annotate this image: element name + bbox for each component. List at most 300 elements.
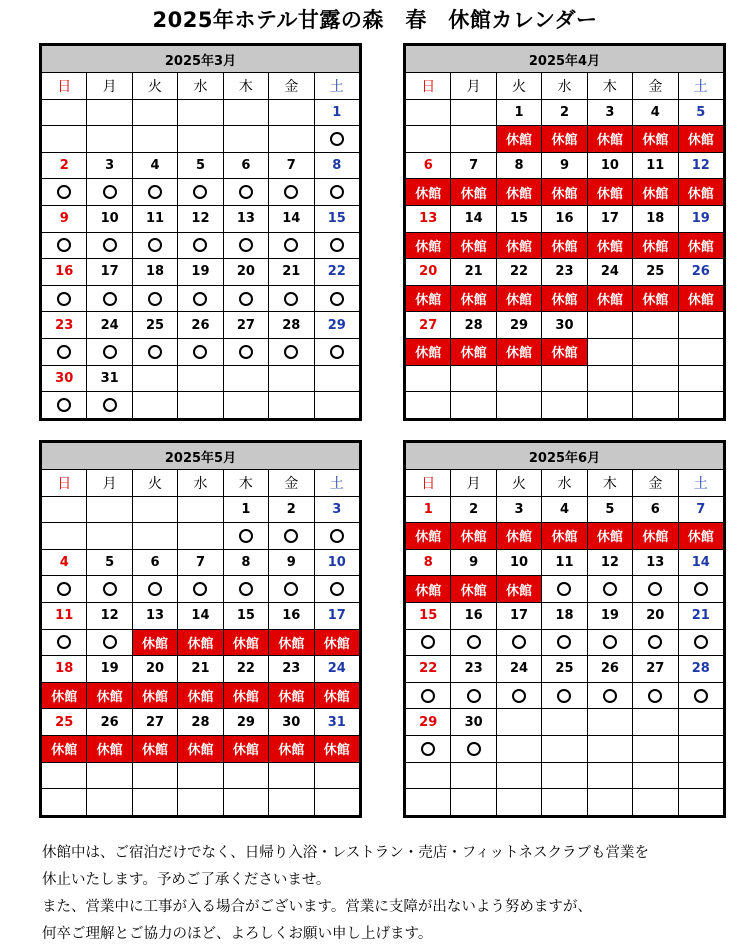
day-number: 14 — [678, 549, 723, 576]
open-circle-icon — [284, 238, 298, 252]
day-number: 31 — [87, 365, 132, 392]
open-cell — [269, 523, 314, 550]
open-circle-icon — [330, 238, 344, 252]
open-circle-icon — [648, 635, 662, 649]
weekday-label: 日 — [406, 73, 451, 100]
open-cell — [587, 576, 632, 603]
open-circle-icon — [103, 398, 117, 412]
day-number — [269, 99, 314, 126]
open-cell — [42, 576, 87, 603]
day-number — [542, 709, 587, 736]
open-circle-icon — [148, 582, 162, 596]
open-cell — [42, 392, 87, 419]
day-number: 30 — [269, 709, 314, 736]
closed-badge: 休館 — [314, 682, 359, 709]
closed-badge: 休館 — [223, 629, 268, 656]
empty-cell — [451, 126, 496, 153]
day-number: 3 — [314, 496, 359, 523]
open-cell — [451, 629, 496, 656]
open-circle-icon — [421, 635, 435, 649]
day-number: 25 — [542, 656, 587, 683]
weekday-label: 金 — [633, 470, 678, 497]
day-number: 28 — [178, 709, 223, 736]
open-circle-icon — [57, 345, 71, 359]
day-number: 16 — [269, 602, 314, 629]
day-number: 26 — [678, 259, 723, 286]
day-number: 22 — [314, 259, 359, 286]
day-number: 15 — [406, 602, 451, 629]
closed-badge: 休館 — [451, 285, 496, 312]
open-cell — [633, 629, 678, 656]
day-number: 11 — [42, 602, 87, 629]
empty-cell — [42, 523, 87, 550]
open-circle-icon — [330, 582, 344, 596]
day-number: 29 — [406, 709, 451, 736]
closed-badge: 休館 — [542, 179, 587, 206]
closed-badge: 休館 — [269, 735, 314, 762]
day-number — [678, 312, 723, 339]
day-number: 23 — [269, 656, 314, 683]
day-number — [451, 365, 496, 392]
closed-badge: 休館 — [542, 338, 587, 365]
closed-badge: 休館 — [132, 682, 177, 709]
calendar-table — [41, 442, 360, 816]
day-number: 15 — [223, 602, 268, 629]
empty-cell — [87, 523, 132, 550]
day-number: 27 — [633, 656, 678, 683]
open-circle-icon — [239, 185, 253, 199]
open-circle-icon — [103, 238, 117, 252]
closed-badge: 休館 — [223, 735, 268, 762]
day-number — [178, 762, 223, 789]
day-number — [633, 762, 678, 789]
closed-badge: 休館 — [496, 126, 541, 153]
closed-badge: 休館 — [314, 629, 359, 656]
day-number: 14 — [269, 205, 314, 232]
day-number — [542, 365, 587, 392]
day-number — [87, 99, 132, 126]
day-number: 16 — [542, 205, 587, 232]
month-header: 2025年4月 — [406, 46, 724, 73]
open-circle-icon — [284, 345, 298, 359]
day-number — [87, 496, 132, 523]
weekday-label: 月 — [451, 470, 496, 497]
open-circle-icon — [193, 345, 207, 359]
closed-badge: 休館 — [87, 735, 132, 762]
open-circle-icon — [148, 292, 162, 306]
day-number: 22 — [223, 656, 268, 683]
empty-cell — [314, 789, 359, 816]
day-number: 21 — [269, 259, 314, 286]
open-circle-icon — [284, 185, 298, 199]
day-number: 23 — [451, 656, 496, 683]
day-number: 17 — [314, 602, 359, 629]
day-number: 23 — [42, 312, 87, 339]
open-cell — [132, 179, 177, 206]
weekday-label: 土 — [678, 73, 723, 100]
open-cell — [678, 682, 723, 709]
day-number: 2 — [42, 152, 87, 179]
empty-cell — [87, 789, 132, 816]
day-number — [223, 762, 268, 789]
day-number: 23 — [542, 259, 587, 286]
day-number: 12 — [587, 549, 632, 576]
day-number: 15 — [314, 205, 359, 232]
day-number: 4 — [542, 496, 587, 523]
closed-badge: 休館 — [406, 576, 451, 603]
open-cell — [42, 179, 87, 206]
empty-cell — [178, 789, 223, 816]
page-title: 2025年ホテル甘露の森 春 休館カレンダー — [152, 8, 598, 32]
month-header: 2025年5月 — [42, 443, 360, 470]
empty-cell — [542, 735, 587, 762]
empty-cell — [542, 392, 587, 419]
open-cell — [269, 285, 314, 312]
open-circle-icon — [603, 635, 617, 649]
day-number: 2 — [542, 99, 587, 126]
open-circle-icon — [57, 185, 71, 199]
open-cell — [223, 179, 268, 206]
day-number: 25 — [633, 259, 678, 286]
day-number — [678, 762, 723, 789]
day-number: 13 — [132, 602, 177, 629]
open-cell — [42, 629, 87, 656]
day-number: 5 — [178, 152, 223, 179]
closed-badge: 休館 — [178, 629, 223, 656]
day-number: 17 — [587, 205, 632, 232]
day-number: 20 — [223, 259, 268, 286]
empty-cell — [587, 789, 632, 816]
closed-badge: 休館 — [678, 523, 723, 550]
day-number — [633, 312, 678, 339]
day-number: 1 — [406, 496, 451, 523]
day-number: 13 — [633, 549, 678, 576]
day-number: 4 — [132, 152, 177, 179]
day-number: 27 — [406, 312, 451, 339]
closed-badge: 休館 — [633, 232, 678, 259]
day-number: 29 — [314, 312, 359, 339]
closed-badge: 休館 — [132, 629, 177, 656]
empty-cell — [132, 789, 177, 816]
open-cell — [87, 629, 132, 656]
empty-cell — [269, 789, 314, 816]
day-number: 29 — [223, 709, 268, 736]
day-number: 1 — [496, 99, 541, 126]
calendar-april — [403, 43, 726, 421]
day-number: 19 — [87, 656, 132, 683]
closed-badge: 休館 — [42, 682, 87, 709]
open-circle-icon — [193, 185, 207, 199]
closed-badge: 休館 — [406, 338, 451, 365]
day-number: 20 — [406, 259, 451, 286]
open-circle-icon — [193, 238, 207, 252]
day-number: 30 — [542, 312, 587, 339]
empty-cell — [269, 126, 314, 153]
day-number: 21 — [178, 656, 223, 683]
open-cell — [633, 576, 678, 603]
day-number: 1 — [314, 99, 359, 126]
open-circle-icon — [284, 292, 298, 306]
weekday-label: 火 — [496, 73, 541, 100]
closed-badge: 休館 — [178, 735, 223, 762]
closed-badge: 休館 — [496, 338, 541, 365]
empty-cell — [269, 392, 314, 419]
open-cell — [451, 735, 496, 762]
day-number: 5 — [587, 496, 632, 523]
open-cell — [223, 338, 268, 365]
day-number — [587, 709, 632, 736]
closed-badge: 休館 — [587, 285, 632, 312]
weekday-label: 金 — [269, 470, 314, 497]
day-number: 12 — [87, 602, 132, 629]
day-number: 28 — [269, 312, 314, 339]
day-number: 1 — [223, 496, 268, 523]
open-cell — [87, 576, 132, 603]
day-number: 25 — [132, 312, 177, 339]
day-number — [451, 762, 496, 789]
day-number: 9 — [269, 549, 314, 576]
closed-badge: 休館 — [678, 285, 723, 312]
day-number: 22 — [496, 259, 541, 286]
empty-cell — [223, 392, 268, 419]
closed-badge: 休館 — [406, 179, 451, 206]
open-cell — [633, 682, 678, 709]
closed-badge: 休館 — [178, 682, 223, 709]
day-number: 11 — [542, 549, 587, 576]
day-number: 12 — [678, 152, 723, 179]
open-circle-icon — [193, 292, 207, 306]
weekday-label: 土 — [314, 73, 359, 100]
open-circle-icon — [103, 635, 117, 649]
day-number — [314, 365, 359, 392]
day-number: 7 — [178, 549, 223, 576]
empty-cell — [178, 392, 223, 419]
day-number: 12 — [178, 205, 223, 232]
closed-badge: 休館 — [451, 576, 496, 603]
empty-cell — [451, 392, 496, 419]
open-circle-icon — [57, 582, 71, 596]
weekday-label: 月 — [87, 470, 132, 497]
closed-badge: 休館 — [542, 523, 587, 550]
notice-line: 休館中は、ご宿泊だけでなく、日帰り入浴・レストラン・売店・フィットネスクラブも営業を — [42, 845, 649, 861]
open-circle-icon — [284, 529, 298, 543]
day-number — [178, 496, 223, 523]
notice-text — [42, 840, 722, 948]
empty-cell — [633, 338, 678, 365]
day-number: 27 — [132, 709, 177, 736]
day-number: 14 — [451, 205, 496, 232]
open-cell — [132, 576, 177, 603]
closed-badge: 休館 — [406, 523, 451, 550]
open-circle-icon — [557, 582, 571, 596]
closed-badge: 休館 — [633, 285, 678, 312]
empty-cell — [587, 392, 632, 419]
weekday-label: 火 — [132, 470, 177, 497]
open-cell — [406, 629, 451, 656]
open-cell — [269, 338, 314, 365]
weekday-label: 金 — [633, 73, 678, 100]
open-circle-icon — [694, 635, 708, 649]
day-number: 7 — [269, 152, 314, 179]
day-number — [132, 762, 177, 789]
closed-badge: 休館 — [314, 735, 359, 762]
open-cell — [269, 576, 314, 603]
empty-cell — [42, 789, 87, 816]
open-cell — [87, 285, 132, 312]
open-cell — [314, 126, 359, 153]
day-number: 2 — [269, 496, 314, 523]
open-circle-icon — [648, 582, 662, 596]
day-number: 8 — [496, 152, 541, 179]
closed-badge: 休館 — [42, 735, 87, 762]
closed-badge: 休館 — [496, 523, 541, 550]
closed-badge: 休館 — [587, 179, 632, 206]
day-number: 6 — [132, 549, 177, 576]
day-number — [223, 99, 268, 126]
open-circle-icon — [57, 398, 71, 412]
day-number: 24 — [496, 656, 541, 683]
day-number: 6 — [406, 152, 451, 179]
day-number: 8 — [314, 152, 359, 179]
day-number — [314, 762, 359, 789]
open-circle-icon — [103, 185, 117, 199]
weekday-label: 月 — [451, 73, 496, 100]
calendar-june — [403, 440, 726, 818]
day-number: 27 — [223, 312, 268, 339]
empty-cell — [314, 392, 359, 419]
day-number: 16 — [42, 259, 87, 286]
empty-cell — [132, 392, 177, 419]
open-circle-icon — [239, 238, 253, 252]
open-cell — [496, 629, 541, 656]
weekday-label: 月 — [87, 73, 132, 100]
open-circle-icon — [239, 529, 253, 543]
day-number: 2 — [451, 496, 496, 523]
day-number: 18 — [132, 259, 177, 286]
day-number: 17 — [496, 602, 541, 629]
open-cell — [87, 338, 132, 365]
open-circle-icon — [193, 582, 207, 596]
month-header: 2025年6月 — [406, 443, 724, 470]
day-number — [223, 365, 268, 392]
open-cell — [314, 338, 359, 365]
calendar-table — [405, 45, 724, 419]
closed-badge: 休館 — [633, 523, 678, 550]
weekday-label: 水 — [542, 470, 587, 497]
open-circle-icon — [603, 582, 617, 596]
calendar-table — [405, 442, 724, 816]
open-cell — [132, 338, 177, 365]
weekday-label: 木 — [587, 470, 632, 497]
notice-line: 休止いたします。予めご了承くださいませ。 — [42, 872, 331, 888]
open-circle-icon — [467, 742, 481, 756]
day-number: 3 — [587, 99, 632, 126]
open-circle-icon — [512, 689, 526, 703]
open-cell — [223, 523, 268, 550]
day-number: 30 — [451, 709, 496, 736]
calendar-table — [41, 45, 360, 419]
day-number — [42, 762, 87, 789]
empty-cell — [496, 735, 541, 762]
day-number — [87, 762, 132, 789]
open-cell — [87, 392, 132, 419]
day-number: 28 — [451, 312, 496, 339]
weekday-label: 木 — [587, 73, 632, 100]
day-number: 3 — [87, 152, 132, 179]
empty-cell — [406, 392, 451, 419]
day-number — [587, 762, 632, 789]
day-number: 10 — [314, 549, 359, 576]
month-header: 2025年3月 — [42, 46, 360, 73]
closed-badge: 休館 — [451, 338, 496, 365]
day-number: 4 — [42, 549, 87, 576]
open-cell — [496, 682, 541, 709]
open-cell — [42, 232, 87, 259]
day-number — [406, 99, 451, 126]
weekday-label: 火 — [496, 470, 541, 497]
day-number — [42, 496, 87, 523]
empty-cell — [132, 523, 177, 550]
open-cell — [269, 179, 314, 206]
open-circle-icon — [103, 345, 117, 359]
open-circle-icon — [557, 635, 571, 649]
empty-cell — [587, 735, 632, 762]
day-number: 3 — [496, 496, 541, 523]
day-number: 8 — [223, 549, 268, 576]
closed-badge: 休館 — [87, 682, 132, 709]
open-cell — [314, 576, 359, 603]
day-number: 14 — [178, 602, 223, 629]
day-number — [496, 365, 541, 392]
open-cell — [678, 629, 723, 656]
day-number — [587, 365, 632, 392]
day-number: 18 — [42, 656, 87, 683]
day-number: 26 — [178, 312, 223, 339]
empty-cell — [633, 735, 678, 762]
open-circle-icon — [694, 689, 708, 703]
day-number: 19 — [678, 205, 723, 232]
open-cell — [178, 576, 223, 603]
day-number: 20 — [633, 602, 678, 629]
day-number: 16 — [451, 602, 496, 629]
empty-cell — [178, 523, 223, 550]
open-circle-icon — [467, 635, 481, 649]
open-circle-icon — [512, 635, 526, 649]
day-number — [269, 762, 314, 789]
open-cell — [587, 629, 632, 656]
open-circle-icon — [57, 292, 71, 306]
open-circle-icon — [330, 345, 344, 359]
closed-badge: 休館 — [678, 232, 723, 259]
day-number: 9 — [542, 152, 587, 179]
day-number: 22 — [406, 656, 451, 683]
open-cell — [542, 629, 587, 656]
open-cell — [132, 232, 177, 259]
day-number — [132, 99, 177, 126]
day-number: 24 — [587, 259, 632, 286]
weekday-label: 水 — [542, 73, 587, 100]
weekday-label: 日 — [406, 470, 451, 497]
day-number: 19 — [178, 259, 223, 286]
open-cell — [314, 285, 359, 312]
open-circle-icon — [239, 345, 253, 359]
day-number: 18 — [633, 205, 678, 232]
weekday-label: 日 — [42, 73, 87, 100]
day-number — [542, 762, 587, 789]
open-circle-icon — [603, 689, 617, 703]
open-circle-icon — [57, 238, 71, 252]
empty-cell — [406, 789, 451, 816]
